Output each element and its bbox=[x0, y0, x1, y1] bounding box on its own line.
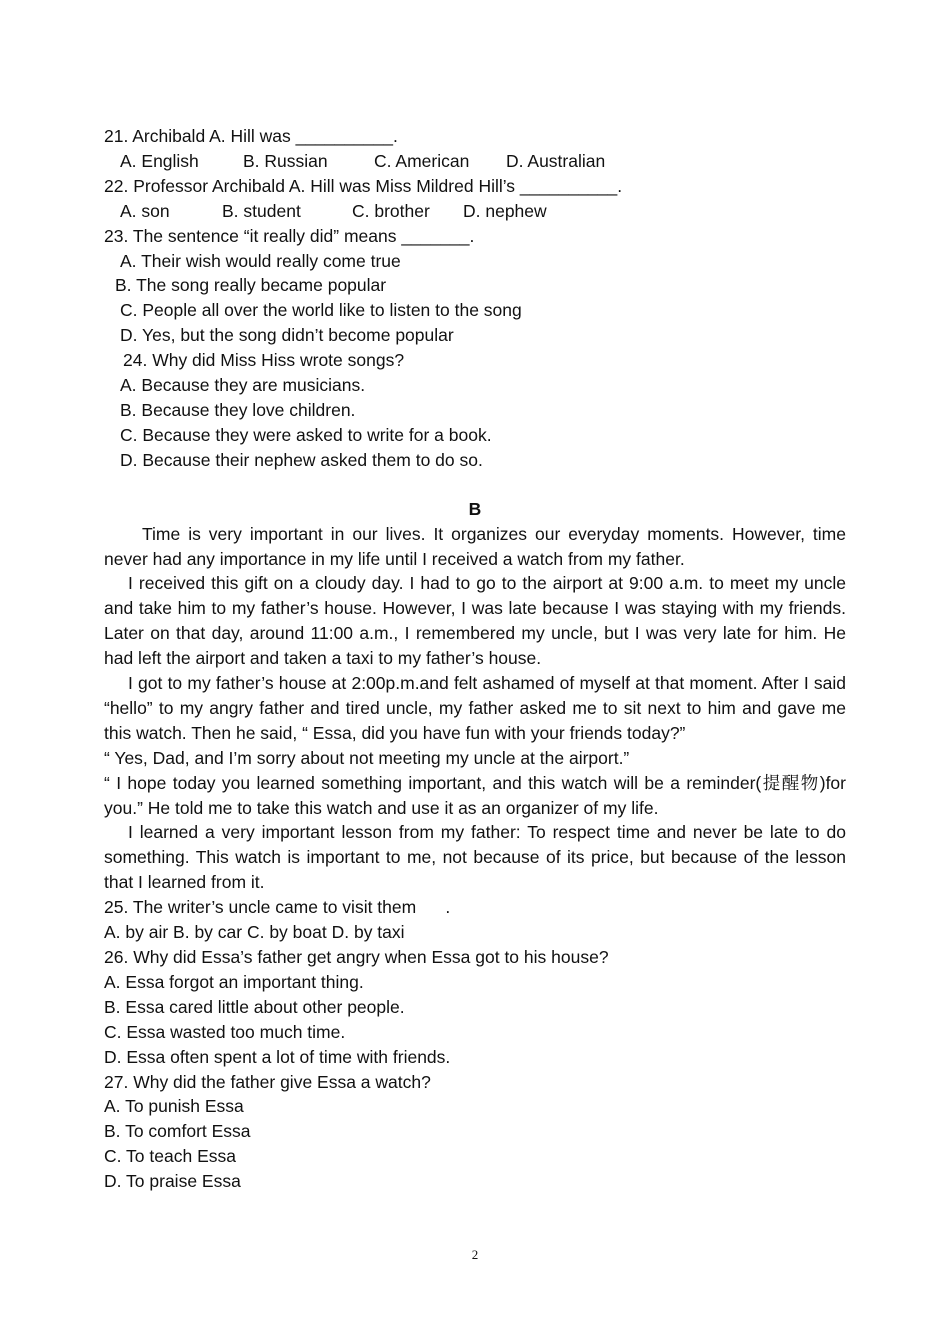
option-c: C. To teach Essa bbox=[104, 1146, 236, 1167]
question-27: 27. Why did the father give Essa a watch? bbox=[104, 1071, 431, 1092]
option-a: A. Their wish would really come true bbox=[120, 250, 401, 271]
option-d: D. To praise Essa bbox=[104, 1171, 241, 1192]
option-b: B. The song really became popular bbox=[115, 275, 387, 296]
option-a: A. Essa forgot an important thing. bbox=[104, 971, 364, 992]
question-25: 25. The writer’s uncle came to visit them . bbox=[104, 897, 451, 918]
option-b: B. To comfort Essa bbox=[104, 1121, 251, 1142]
question-24: 24. Why did Miss Hiss wrote songs? bbox=[123, 350, 405, 371]
document-page bbox=[104, 124, 846, 1194]
question-23: 23. The sentence “it really did” means _______. bbox=[104, 225, 475, 246]
section-heading: B bbox=[468, 498, 482, 519]
question-21: 21. Archibald A. Hill was __________. bbox=[104, 126, 398, 146]
passage-dialogue: “ I hope today you learned something important, and this watch will be a reminder(提醒物)for you.” He told me to take this watch and use it as an organizer of my life. bbox=[104, 772, 846, 818]
option-c: C. brother bbox=[352, 200, 430, 221]
options-25: A. by air B. by car C. by boat D. by taxi bbox=[104, 922, 405, 943]
option-a: A. son bbox=[120, 200, 170, 221]
page-number: 2 bbox=[471, 1247, 479, 1262]
option-b: B. Because they love children. bbox=[120, 399, 356, 420]
option-b: B. Russian bbox=[243, 150, 328, 171]
option-b: B. Essa cared little about other people. bbox=[104, 996, 405, 1017]
passage-paragraph: I received this gift on a cloudy day. I had to go to the airport at 9:00 a.m. to meet my uncle and take him to my father’s house. However, I was late because I was staying with my friends. Later on that day, around 11:00 a.m., I remembered my uncle, but I was very late for him. He had left the airport and taken a taxi to my father’s house. bbox=[104, 573, 846, 669]
question-22: 22. Professor Archibald A. Hill was Miss Mildred Hill’s __________. bbox=[104, 175, 623, 196]
option-a: A. English bbox=[120, 150, 199, 171]
option-c: C. Because they were asked to write for a book. bbox=[120, 424, 492, 445]
passage-paragraph: I learned a very important lesson from my father: To respect time and never be late to do something. This watch is important to me, not because of its price, but because of the lesson that I learned from it. bbox=[104, 822, 846, 893]
option-c: C. People all over the world like to listen to the song bbox=[120, 300, 522, 321]
option-a: A. Because they are musicians. bbox=[120, 375, 366, 396]
options-21 bbox=[104, 149, 846, 174]
option-d: D. nephew bbox=[463, 200, 547, 221]
option-c: C. American bbox=[374, 150, 470, 171]
passage-dialogue: “ Yes, Dad, and I’m sorry about not meeting my uncle at the airport.” bbox=[104, 747, 630, 768]
question-26: 26. Why did Essa’s father get angry when Essa got to his house? bbox=[104, 947, 609, 967]
option-d: D. Yes, but the song didn’t become popular bbox=[120, 325, 454, 346]
option-c: C. Essa wasted too much time. bbox=[104, 1021, 346, 1042]
passage-paragraph: I got to my father’s house at 2:00p.m.and felt ashamed of myself at that moment. After I said “hello” to my angry father and tired uncle, my father asked me to sit next to him and gave me this watch. Then he said, “ Essa, did you have fun with your friends today?” bbox=[104, 673, 846, 743]
option-a: A. To punish Essa bbox=[104, 1096, 244, 1117]
passage-paragraph: Time is very important in our lives. It organizes our everyday moments. However, time never had any importance in my life until I received a watch from my father. bbox=[104, 523, 846, 569]
options-22 bbox=[104, 199, 846, 224]
option-b: B. student bbox=[222, 200, 301, 221]
option-d: D. Because their nephew asked them to do so. bbox=[120, 449, 483, 470]
option-d: D. Australian bbox=[506, 150, 606, 171]
option-d: D. Essa often spent a lot of time with friends. bbox=[104, 1046, 451, 1067]
